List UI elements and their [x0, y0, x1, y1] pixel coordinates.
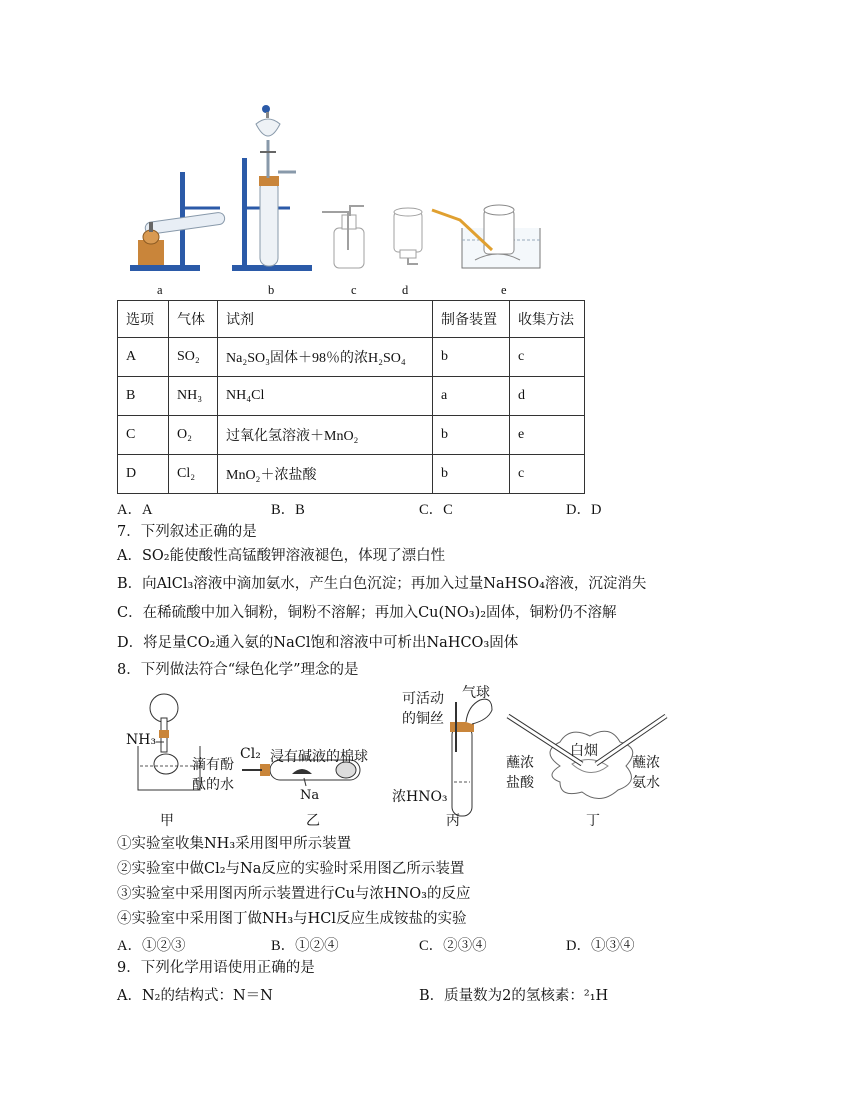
bing-acid-label: 浓HNO₃ [392, 789, 448, 805]
q9-option-b: B．质量数为2的氢核素：²₁H [419, 988, 609, 1004]
apparatus-label-d: d [402, 283, 409, 297]
q9-option-a: A．N₂的结构式：N＝N [117, 988, 273, 1004]
q6-choice-a: A．A [117, 502, 153, 518]
apparatus-e-drawing [432, 205, 540, 268]
yi-na-label: Na [300, 788, 320, 803]
header-gas: 气体 [169, 301, 218, 338]
q7-option-c: C．在稀硫酸中加入铜粉，铜粉不溶解；再加入Cu(NO₃)₂固体，铜粉仍不溶解 [117, 605, 617, 621]
cell-collect: c [510, 338, 585, 377]
bing-wire-label-2: 的铜丝 [402, 711, 444, 727]
ding-left-label-1: 蘸浓 [506, 755, 534, 771]
q8-figure [120, 682, 680, 832]
q6-choice-d: D．D [566, 502, 602, 518]
apparatus-b-drawing [232, 105, 312, 271]
apparatus-label-e: e [501, 283, 507, 297]
q8-choice-c: C．②③④ [419, 938, 487, 954]
q8-stem: 8．下列做法符合“绿色化学”理念的是 [117, 662, 359, 678]
bing-balloon-label: 气球 [462, 685, 490, 701]
q8-choice-a: A．①②③ [117, 938, 186, 954]
table-row [118, 416, 585, 455]
cell-option: D [118, 455, 169, 494]
yi-caption: 乙 [306, 813, 320, 829]
cell-option: B [118, 377, 169, 416]
apparatus-label-b: b [268, 283, 275, 297]
figure-bing-drawing [450, 699, 492, 816]
q6-choice-b: B．B [271, 502, 305, 518]
q8-statement-3: ③实验室中采用图丙所示装置进行Cu与浓HNO₃的反应 [117, 886, 471, 902]
q8-choice-d: D．①③④ [566, 938, 635, 954]
cell-collect: c [510, 455, 585, 494]
apparatus-drawing [120, 100, 560, 300]
header-option: 选项 [118, 301, 169, 338]
cell-gas: NH₃ [169, 377, 218, 416]
q7-option-a: A．SO₂能使酸性高锰酸钾溶液褪色，体现了漂白性 [117, 548, 446, 564]
table-row [118, 377, 585, 416]
apparatus-label-a: a [157, 283, 163, 297]
q7-option-b: B．向AlCl₃溶液中滴加氨水，产生白色沉淀；再加入过量NaHSO₄溶液，沉淀消失 [117, 576, 647, 592]
table-header-row [118, 301, 585, 338]
q9-stem: 9．下列化学用语使用正确的是 [117, 960, 315, 976]
table-row [118, 338, 585, 377]
cell-reagent: NH₄Cl [218, 377, 433, 416]
cell-reagent: Na₂SO₃固体＋98％的浓H₂SO₄ [218, 338, 433, 377]
cell-device: b [433, 338, 510, 377]
jia-nh3-label: NH₃ [126, 732, 157, 748]
jia-water-label-1: 滴有酚 [192, 757, 234, 773]
cell-device: a [433, 377, 510, 416]
header-collect: 收集方法 [510, 301, 585, 338]
apparatus-label-c: c [351, 283, 357, 297]
q7-option-d: D．将足量CO₂通入氨的NaCl饱和溶液中可析出NaHCO₃固体 [117, 635, 519, 651]
q8-statement-1: ①实验室收集NH₃采用图甲所示装置 [117, 836, 352, 852]
table-row [118, 455, 585, 494]
ding-caption: 丁 [586, 813, 600, 829]
yi-cl2-label: Cl₂ [240, 746, 261, 762]
q8-choice-b: B．①②④ [271, 938, 339, 954]
apparatus-figure [120, 100, 560, 300]
cell-option: A [118, 338, 169, 377]
cell-device: b [433, 416, 510, 455]
cell-gas: SO₂ [169, 338, 218, 377]
cell-gas: Cl₂ [169, 455, 218, 494]
bing-wire-label-1: 可活动 [402, 691, 444, 707]
option-table [117, 300, 585, 494]
header-device: 制备装置 [433, 301, 510, 338]
q6-choice-c: C．C [419, 502, 453, 518]
cell-collect: d [510, 377, 585, 416]
q7-stem: 7．下列叙述正确的是 [117, 524, 257, 540]
jia-water-label-2: 酞的水 [192, 777, 234, 793]
cell-reagent: MnO₂＋浓盐酸 [218, 455, 433, 494]
cell-option: C [118, 416, 169, 455]
apparatus-c-drawing [322, 206, 364, 268]
apparatus-d-drawing [394, 208, 422, 264]
cell-device: b [433, 455, 510, 494]
q8-statement-2: ②实验室中做Cl₂与Na反应的实验时采用图乙所示装置 [117, 861, 465, 877]
header-reagent: 试剂 [218, 301, 433, 338]
ding-right-label-2: 氨水 [632, 775, 660, 791]
q8-statement-4: ④实验室中采用图丁做NH₃与HCl反应生成铵盐的实验 [117, 911, 467, 927]
apparatus-a-drawing [130, 172, 225, 271]
cell-reagent: 过氧化氢溶液＋MnO₂ [218, 416, 433, 455]
ding-smoke-label: 白烟 [570, 743, 598, 759]
yi-cotton-label: 浸有碱液的棉球 [270, 749, 368, 765]
jia-caption: 甲 [160, 813, 174, 829]
ding-right-label-1: 蘸浓 [632, 755, 660, 771]
bing-caption: 丙 [446, 813, 460, 829]
cell-gas: O₂ [169, 416, 218, 455]
ding-left-label-2: 盐酸 [506, 775, 534, 791]
cell-collect: e [510, 416, 585, 455]
